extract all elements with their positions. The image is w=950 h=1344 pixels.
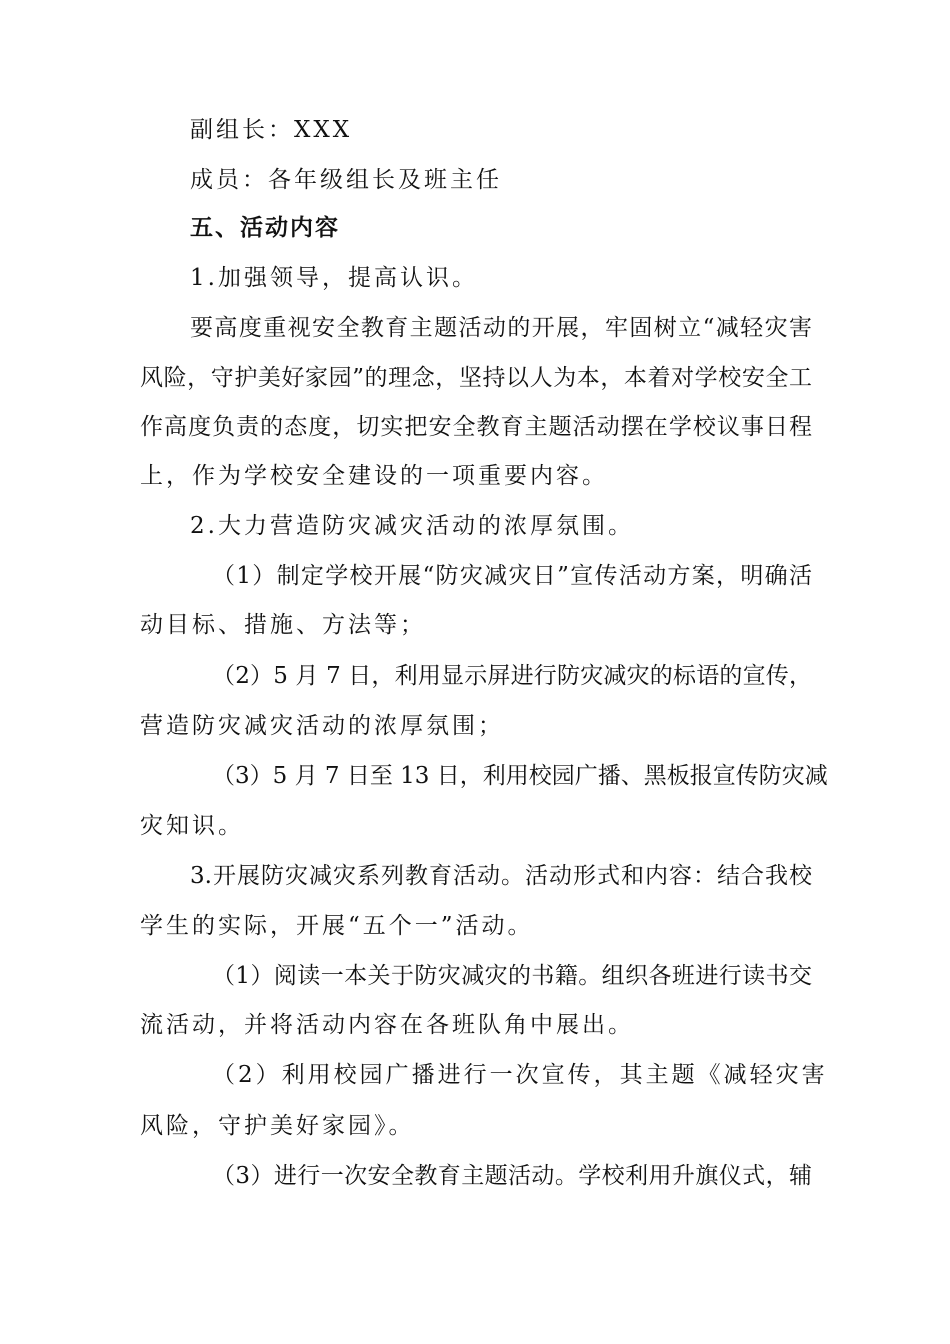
- paragraph-line: （3）进行一次安全教育主题活动。学校利用升旗仪式，辅: [212, 1163, 812, 1189]
- paragraph-line: 要高度重视安全教育主题活动的开展，牢固树立“减轻灾害: [190, 315, 812, 341]
- item-1-title: 1.加强领导，提高认识。: [190, 265, 478, 291]
- paragraph-line: （2）5 月 7 日，利用显示屏进行防灾减灾的标语的宣传，: [212, 663, 812, 689]
- paragraph-line: 学生的实际，开展“五个一”活动。: [140, 913, 534, 939]
- paragraph-line: （3）5 月 7 日至 13 日，利用校园广播、黑板报宣传防灾减: [212, 763, 828, 789]
- paragraph-line: 营造防灾减灾活动的浓厚氛围；: [140, 713, 504, 739]
- paragraph-line: 上，作为学校安全建设的一项重要内容。: [140, 463, 608, 489]
- item-3-title: 3.开展防灾减灾系列教育活动。活动形式和内容：结合我校: [190, 863, 812, 889]
- paragraph-line: 作高度负责的态度，切实把安全教育主题活动摆在学校议事日程: [140, 414, 812, 440]
- paragraph-line: 风险，守护美好家园》。: [140, 1113, 415, 1139]
- paragraph-line: （2）利用校园广播进行一次宣传，其主题《减轻灾害: [212, 1062, 828, 1088]
- paragraph-line: 流活动，并将活动内容在各班队角中展出。: [140, 1012, 634, 1038]
- item-2-title: 2.大力营造防灾减灾活动的浓厚氛围。: [190, 513, 634, 539]
- paragraph-line: （1）制定学校开展“防灾减灾日”宣传活动方案，明确活: [212, 563, 812, 589]
- vice-leader-line: 副组长：XXX: [190, 117, 353, 143]
- paragraph-line: 动目标、措施、方法等；: [140, 612, 426, 638]
- paragraph-line: 灾知识。: [140, 813, 244, 839]
- paragraph-line: （1）阅读一本关于防灾减灾的书籍。组织各班进行读书交: [212, 963, 812, 989]
- members-line: 成员：各年级组长及班主任: [190, 167, 502, 193]
- paragraph-line: 风险，守护美好家园”的理念，坚持以人为本，本着对学校安全工: [140, 365, 812, 391]
- section-heading: 五、活动内容: [190, 215, 340, 241]
